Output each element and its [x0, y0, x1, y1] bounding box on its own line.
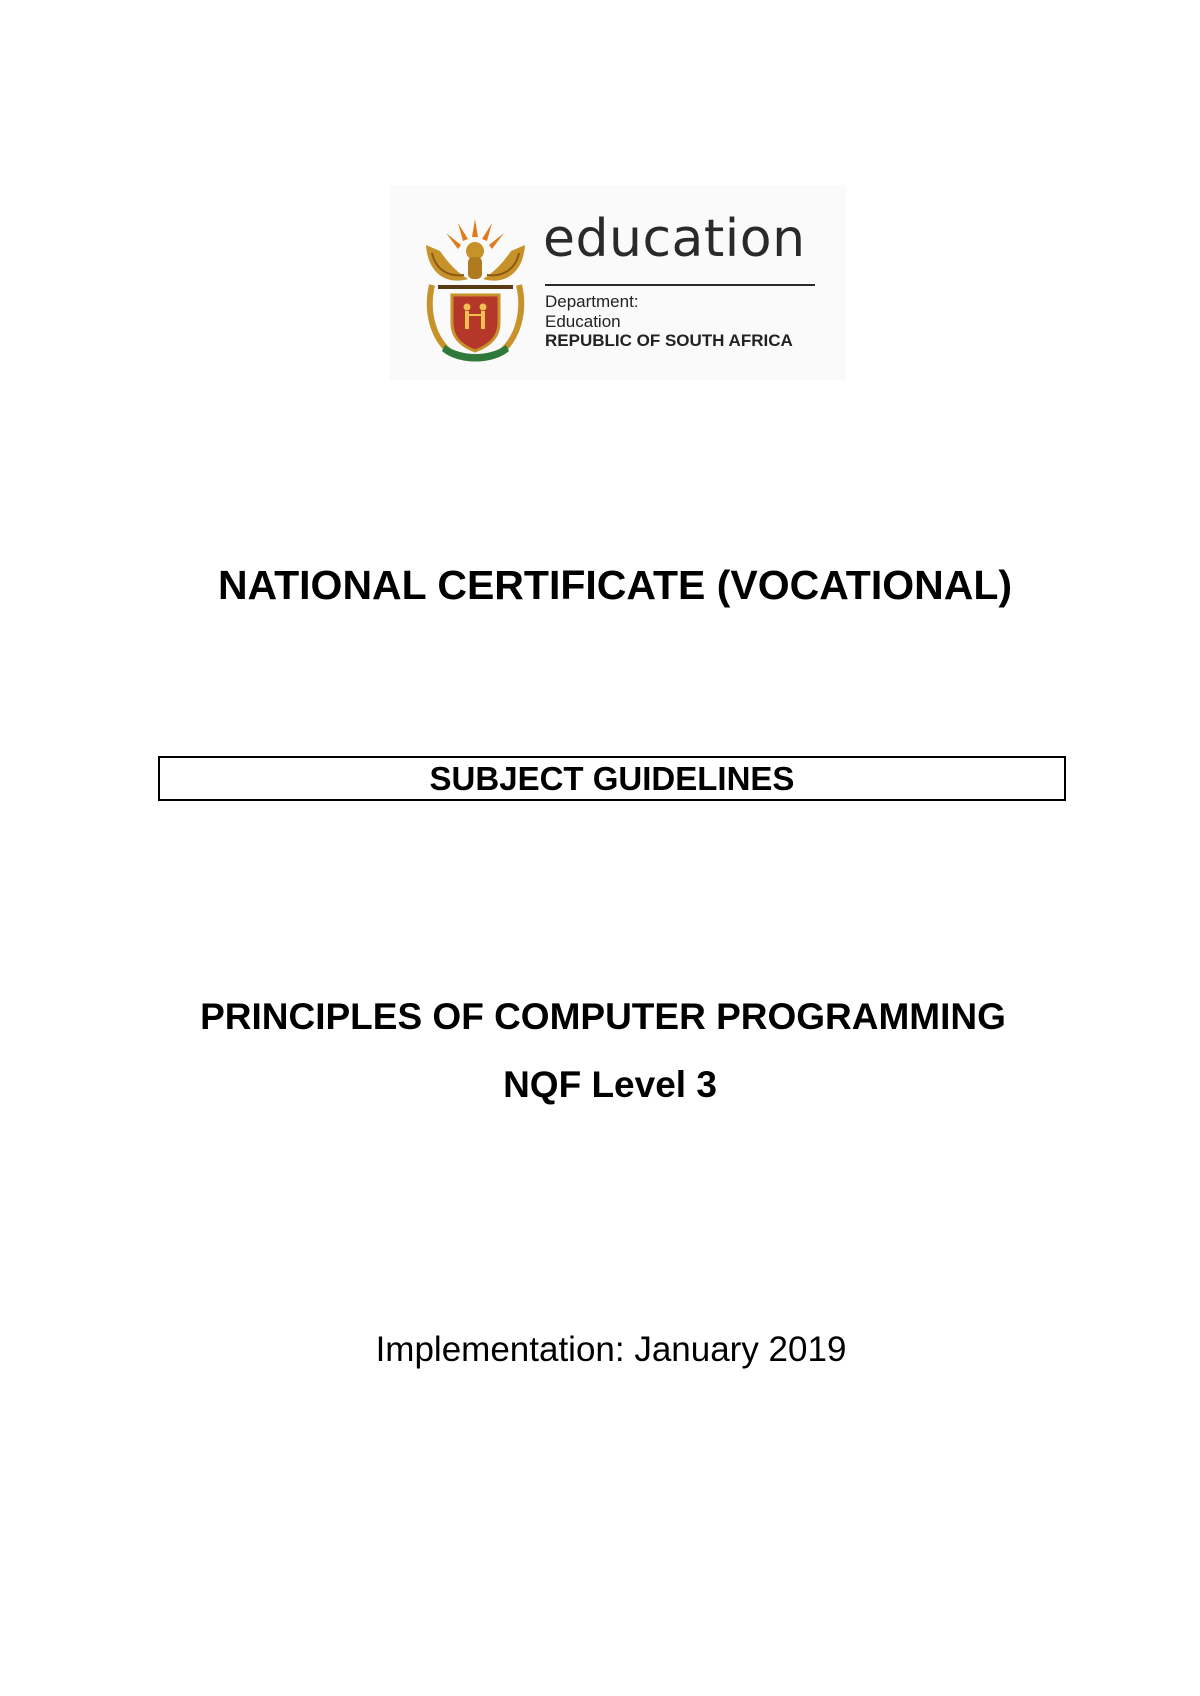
implementation-date: Implementation: January 2019 — [375, 1330, 847, 1369]
nqf-level: NQF Level 3 — [503, 1064, 717, 1105]
subject-guidelines-box: SUBJECT GUIDELINES — [158, 756, 1066, 801]
country-name: REPUBLIC OF SOUTH AFRICA — [545, 331, 793, 350]
coat-of-arms-icon — [418, 215, 533, 365]
education-wordmark: education — [543, 209, 806, 269]
department-name: Education — [545, 312, 621, 331]
department-logo — [390, 185, 846, 380]
certificate-title: NATIONAL CERTIFICATE (VOCATIONAL) — [217, 562, 1013, 608]
logo-divider — [545, 284, 815, 286]
department-label: Department: — [545, 292, 639, 311]
subject-title: PRINCIPLES OF COMPUTER PROGRAMMING — [200, 996, 1006, 1037]
